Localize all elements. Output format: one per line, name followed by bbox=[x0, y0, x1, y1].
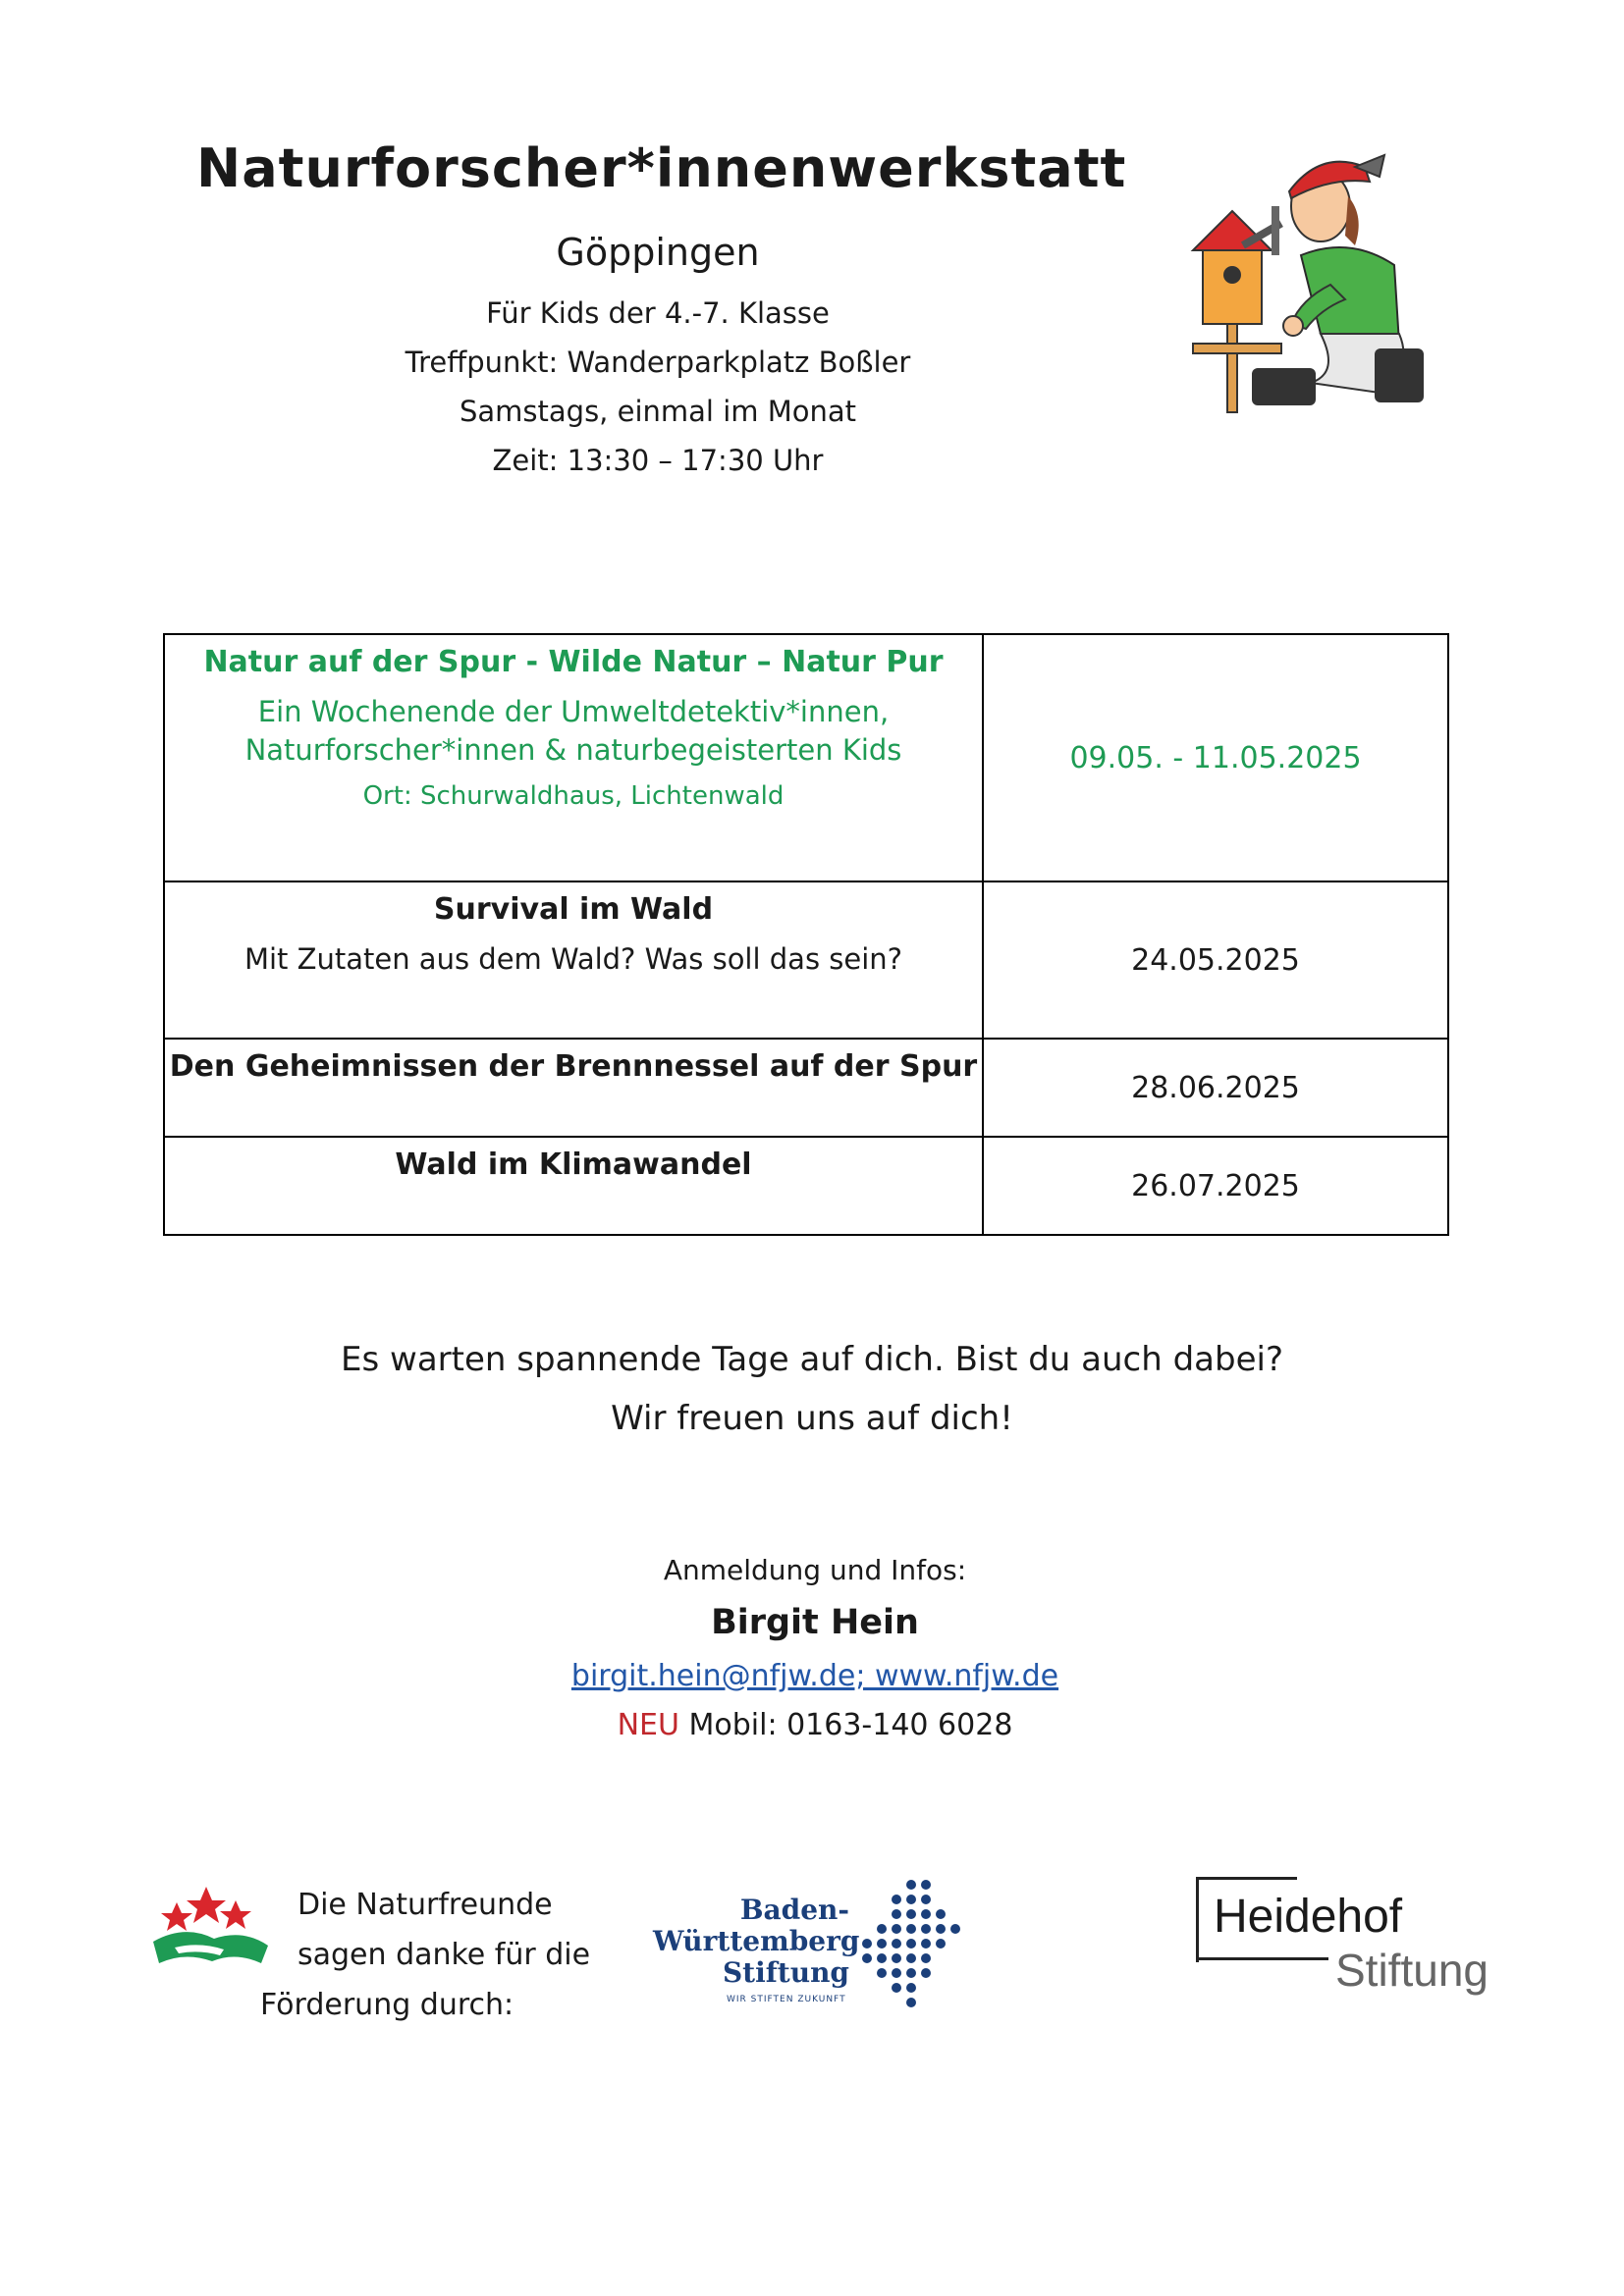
event-date: 24.05.2025 bbox=[983, 881, 1448, 1039]
event-title: Den Geheimnissen der Brennnessel auf der Spur bbox=[169, 1049, 978, 1084]
contact-label: Anmeldung und Infos: bbox=[663, 1554, 967, 1586]
bw-dot bbox=[906, 1880, 916, 1890]
thanks-line: sagen danke für die bbox=[298, 1938, 591, 1972]
event-subtitle-line: Naturforscher*innen & naturbegeisterten Kids bbox=[244, 733, 902, 768]
event-title: Natur auf der Spur - Wilde Natur – Natur Pur bbox=[203, 645, 944, 679]
table-row bbox=[164, 1039, 1448, 1137]
bw-dot bbox=[906, 1939, 916, 1949]
bw-dot bbox=[906, 1953, 916, 1963]
thanks-line: Förderung durch: bbox=[260, 1988, 514, 2022]
bw-stiftung-logo bbox=[653, 1894, 860, 1990]
table-row bbox=[164, 881, 1448, 1039]
bw-dot bbox=[892, 1983, 901, 1993]
thanks-line: Die Naturfreunde bbox=[298, 1888, 553, 1922]
page-title: Naturforscher*innenwerkstatt bbox=[196, 137, 1127, 199]
worker-illustration bbox=[1183, 137, 1434, 417]
event-description bbox=[164, 1039, 983, 1137]
closing-line: Wir freuen uns auf dich! bbox=[611, 1399, 1013, 1438]
thanks-text bbox=[260, 1880, 590, 2030]
event-title: Wald im Klimawandel bbox=[395, 1148, 752, 1182]
bw-dot bbox=[906, 1909, 916, 1919]
event-subtitle-line: Ein Wochenende der Umweltdetektiv*innen, bbox=[257, 695, 890, 728]
bw-logo-line: Baden- bbox=[739, 1894, 849, 1926]
bw-dot bbox=[936, 1924, 946, 1934]
heidehof-logo-text: Heidehof bbox=[1214, 1891, 1403, 1943]
heidehof-divider bbox=[1196, 1957, 1328, 1960]
bw-dot bbox=[892, 1939, 901, 1949]
event-description bbox=[164, 1137, 983, 1235]
contact-link[interactable]: birgit.hein@nfjw.de; www.nfjw.de bbox=[570, 1659, 1059, 1693]
info-schedule: Samstags, einmal im Monat bbox=[459, 395, 857, 428]
bw-dot bbox=[936, 1909, 946, 1919]
bw-dot bbox=[877, 1968, 887, 1978]
bw-dot bbox=[892, 1909, 901, 1919]
bw-dot bbox=[906, 1895, 916, 1904]
event-location: Ort: Schurwaldhaus, Lichtenwald bbox=[362, 781, 785, 812]
contact-links bbox=[422, 1659, 1208, 1693]
events-table bbox=[163, 633, 1449, 1236]
bw-dot bbox=[892, 1968, 901, 1978]
bw-dot bbox=[877, 1924, 887, 1934]
bw-dot bbox=[877, 1939, 887, 1949]
event-description bbox=[164, 881, 983, 1039]
table-row bbox=[164, 634, 1448, 881]
event-date: 26.07.2025 bbox=[983, 1137, 1448, 1235]
bw-tagline: WIR STIFTEN ZUKUNFT bbox=[727, 1995, 846, 2004]
bw-dot bbox=[950, 1924, 960, 1934]
event-date: 09.05. - 11.05.2025 bbox=[983, 634, 1448, 881]
bw-logo-line: Stiftung bbox=[722, 1956, 849, 1990]
bw-dot bbox=[921, 1968, 931, 1978]
event-subtitle: Mit Zutaten aus dem Wald? Was soll das sein? bbox=[244, 942, 903, 976]
heidehof-logo-subtext: Stiftung bbox=[1335, 1945, 1489, 1996]
bw-dot bbox=[921, 1895, 931, 1904]
info-meeting-point: Treffpunkt: Wanderparkplatz Boßler bbox=[405, 346, 911, 379]
contact-phone bbox=[422, 1708, 1208, 1742]
bw-dot bbox=[906, 1968, 916, 1978]
phone-number: Mobil: 0163-140 6028 bbox=[678, 1708, 1013, 1742]
bw-dot bbox=[892, 1924, 901, 1934]
event-date: 28.06.2025 bbox=[983, 1039, 1448, 1137]
bw-dot bbox=[921, 1953, 931, 1963]
bw-dot bbox=[862, 1939, 872, 1949]
bw-dot bbox=[921, 1909, 931, 1919]
event-title: Survival im Wald bbox=[433, 892, 714, 927]
bw-dot bbox=[877, 1953, 887, 1963]
closing-line: Es warten spannende Tage auf dich. Bist du auch dabei? bbox=[341, 1340, 1283, 1379]
bw-dot bbox=[921, 1924, 931, 1934]
bw-logo-line: Württemberg bbox=[653, 1925, 860, 1958]
bw-dot bbox=[906, 1983, 916, 1993]
bw-dot bbox=[906, 1998, 916, 2007]
info-grade: Für Kids der 4.-7. Klasse bbox=[486, 296, 830, 330]
bw-dots-icon bbox=[859, 1877, 967, 2009]
table-row bbox=[164, 1137, 1448, 1235]
new-badge: NEU bbox=[617, 1708, 679, 1742]
contact-name: Birgit Hein bbox=[711, 1603, 919, 1642]
bw-dot bbox=[892, 1895, 901, 1904]
event-subtitle bbox=[165, 693, 982, 770]
bw-dot bbox=[921, 1880, 931, 1890]
naturfreunde-logo bbox=[145, 1885, 271, 1975]
info-time: Zeit: 13:30 – 17:30 Uhr bbox=[492, 444, 824, 477]
bw-dot bbox=[906, 1924, 916, 1934]
page-subtitle: Göppingen bbox=[556, 231, 760, 274]
bw-dot bbox=[936, 1939, 946, 1949]
bw-dot bbox=[862, 1953, 872, 1963]
bw-dot bbox=[892, 1953, 901, 1963]
bw-dot bbox=[921, 1939, 931, 1949]
event-description bbox=[164, 634, 983, 881]
